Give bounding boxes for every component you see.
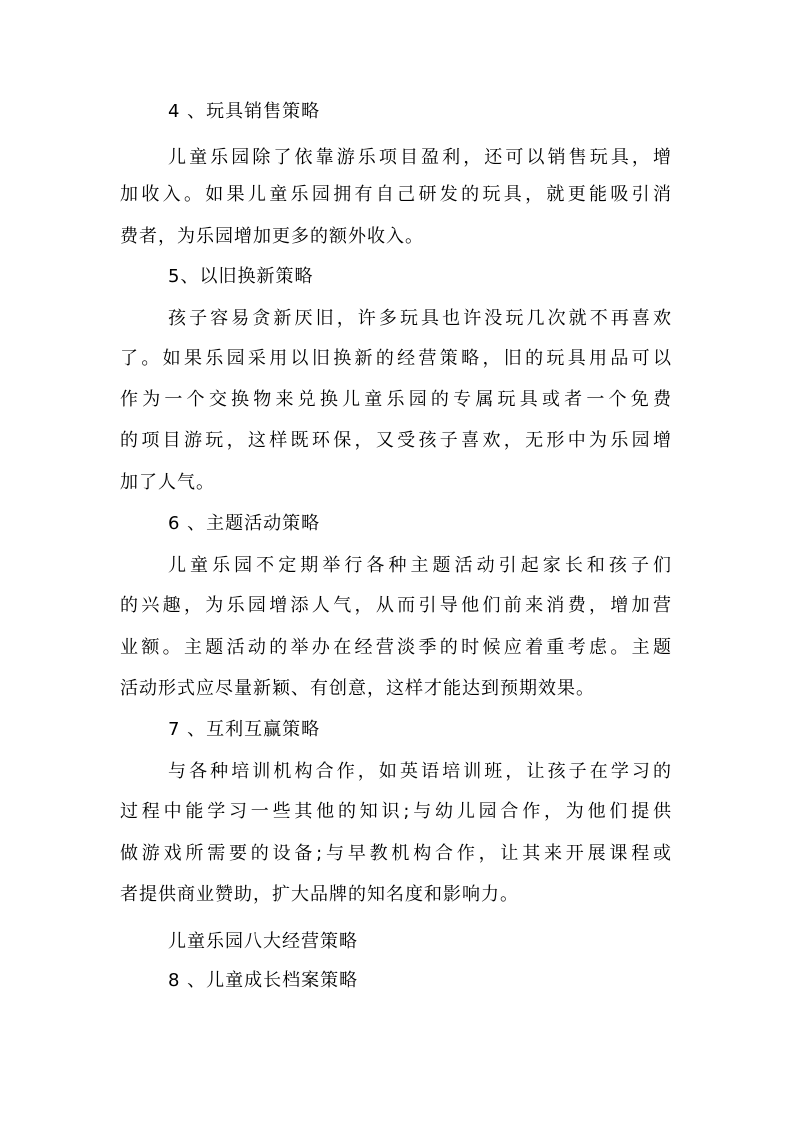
section-heading-7: 7 、互利互赢策略 [168, 719, 321, 740]
paragraph-line: 了。如果乐园采用以旧换新的经营策略，旧的玩具用品可以 [120, 348, 672, 369]
paragraph-line: 儿童乐园除了依靠游乐项目盈利，还可以销售玩具，增 [168, 147, 672, 168]
paragraph-line: 加了人气。 [120, 472, 215, 493]
paragraph-line: 与各种培训机构合作，如英语培训班，让孩子在学习的 [168, 761, 672, 782]
paragraph-line: 儿童乐园不定期举行各种主题活动引起家长和孩子们 [168, 555, 672, 576]
paragraph-line: 活动形式应尽量新颖、有创意，这样才能达到预期效果。 [120, 678, 595, 699]
section-heading-8: 8 、儿童成长档案策略 [168, 970, 359, 991]
paragraph-line: 孩子容易贪新厌旧，许多玩具也许没玩几次就不再喜欢 [168, 308, 672, 329]
paragraph-line: 的项目游玩，这样既环保，又受孩子喜欢，无形中为乐园增 [120, 430, 672, 451]
paragraph-line: 过程中能学习一些其他的知识;与幼儿园合作，为他们提供 [120, 801, 672, 822]
section-heading-4: 4 、玩具销售策略 [168, 101, 321, 122]
section-heading-5: 5、以旧换新策略 [168, 266, 314, 287]
paragraph-line: 加收入。如果儿童乐园拥有自己研发的玩具，就更能吸引消 [120, 184, 672, 205]
section-heading-6: 6 、主题活动策略 [168, 513, 321, 534]
paragraph-line: 的兴趣，为乐园增添人气，从而引导他们前来消费，增加营 [120, 595, 672, 616]
paragraph-line: 业额。主题活动的举办在经营淡季的时候应着重考虑。主题 [120, 637, 672, 658]
paragraph-line: 作为一个交换物来兑换儿童乐园的专属玩具或者一个免费 [120, 389, 672, 410]
paragraph-line: 费者，为乐园增加更多的额外收入。 [120, 226, 424, 247]
document-subtitle: 儿童乐园八大经营策略 [168, 931, 358, 952]
paragraph-line: 做游戏所需要的设备;与早教机构合作，让其来开展课程或 [120, 843, 672, 864]
paragraph-line: 者提供商业赞助，扩大品牌的知名度和影响力。 [120, 884, 519, 905]
